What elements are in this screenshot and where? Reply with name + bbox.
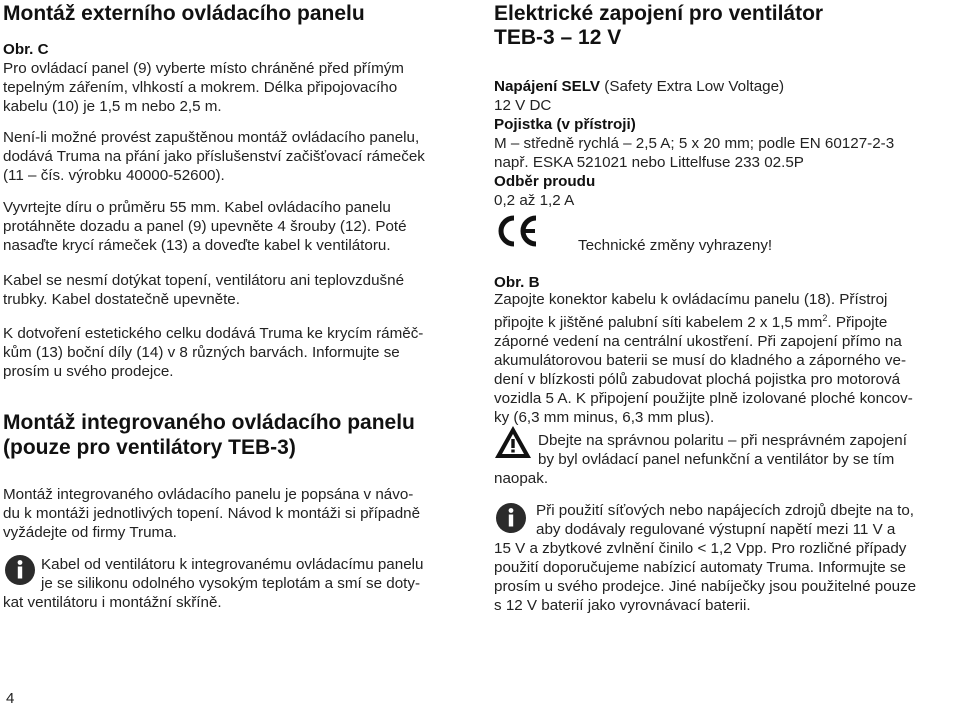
- selv-line: [494, 77, 894, 96]
- superscript: 2: [822, 313, 828, 323]
- text-line: prosím u svého prodejce.: [3, 363, 174, 380]
- paragraph-5: [3, 324, 423, 381]
- voltage-value: 12 V DC: [494, 97, 552, 114]
- heading-electrical: [494, 2, 823, 50]
- text-line: záporné vedení na centrální ukostření. Při zapojení přímo na: [494, 333, 902, 351]
- ce-mark-icon: [494, 214, 540, 248]
- paragraph-6: [3, 485, 420, 542]
- text-segment: připojte k jištěné palubní síti kabelem 2 x 1,5 mm: [494, 314, 823, 332]
- text-line: du k montáži jednotlivých topení. Návod k montáži si případně: [3, 505, 421, 522]
- paragraph-3: [3, 198, 407, 255]
- text-line: trubky. Kabel dostatečně upevněte.: [3, 291, 240, 308]
- text-line: nasaďte krycí rámeček (13) a doveďte kabel k ventilátoru.: [3, 237, 391, 254]
- text-line: aby dodávaly regulované výstupní napětí mezi 11 V a: [536, 521, 896, 538]
- text-line: ky (6,3 mm minus, 6,3 mm plus).: [494, 409, 715, 427]
- text-line: kům (13) boční díly (14) v 8 různých barvách. Informujte se: [3, 344, 400, 361]
- text-line: protáhněte dozadu a panel (9) upevněte 4 šrouby (12). Poté: [3, 218, 407, 235]
- text-line: akumulátorovou baterii se musí do kladného a záporného ve-: [494, 352, 906, 370]
- paragraph-4: [3, 271, 404, 309]
- text-line: Při použití síťových nebo napájecích zdrojů dbejte na to,: [536, 502, 915, 519]
- specs-block: [494, 77, 894, 210]
- text-line: M – středně rychlá – 2,5 A; 5 x 20 mm; podle EN 60127-2-3: [494, 135, 895, 152]
- text-line: je se silikonu odolného vysokým teplotám a smí se doty-: [41, 575, 421, 592]
- text-line: vozidla 5 A. K připojení použijte plně izolované ploché koncov-: [494, 390, 913, 408]
- heading-line: TEB-3 – 12 V: [494, 26, 622, 49]
- text-line: by byl ovládací panel nefunkční a ventilátor by se tím: [538, 451, 895, 468]
- paragraph-2: [3, 128, 425, 185]
- text-line: dení v blízkosti pólů zabudovat plochá pojistka pro motorová: [494, 371, 901, 389]
- text-line: např. ESKA 521021 nebo Littelfuse 233 02.5P: [494, 154, 804, 171]
- text-line: tepelným zářením, vlhkostí a mokrem. Délka připojovacího: [3, 79, 398, 96]
- text-line: Kabel od ventilátoru k integrovanému ovládacímu panelu: [41, 556, 424, 573]
- text-line: [494, 309, 960, 332]
- text-line: 15 V a zbytkové zvlnění činilo < 1,2 Vpp. Pro rozličné případy: [494, 540, 907, 557]
- info-note-right: [494, 501, 960, 615]
- fuse-label: Pojistka (v přístroji): [494, 116, 636, 133]
- paragraph-1: [3, 59, 404, 116]
- text-line: vyžádejte od firmy Truma.: [3, 524, 177, 541]
- heading-line: Elektrické zapojení pro ventilátor: [494, 2, 824, 25]
- text-line: kat ventilátoru i montážní skříně.: [3, 594, 222, 611]
- current-value: 0,2 až 1,2 A: [494, 192, 575, 209]
- figure-c-label: Obr. C: [3, 41, 49, 58]
- selv-detail: (Safety Extra Low Voltage): [600, 78, 785, 95]
- warning-note: [494, 431, 960, 488]
- text-line: Není-li možné provést zapuštěnou montáž ovládacího panelu,: [3, 129, 420, 146]
- text-line: K dotvoření estetického celku dodává Truma ke krycím ráměč-: [3, 325, 424, 342]
- text-line: Pro ovládací panel (9) vyberte místo chráněné před přímým: [3, 60, 404, 77]
- text-line: Vyvrtejte díru o průměru 55 mm. Kabel ovládacího panelu: [3, 199, 391, 216]
- heading-external-panel: Montáž externího ovládacího panelu: [3, 2, 365, 25]
- selv-label: Napájení SELV: [494, 78, 601, 95]
- text-line: prosím u svého prodejce. Jiné nabíječky jsou použitelné pouze: [494, 578, 917, 595]
- figure-b-label: Obr. B: [494, 274, 540, 291]
- heading-line: (pouze pro ventilátory TEB-3): [3, 436, 296, 459]
- text-line: Dbejte na správnou polaritu – při nesprávném zapojení: [538, 432, 907, 449]
- text-line: Zapojte konektor kabelu k ovládacímu panelu (18). Přístroj: [494, 291, 888, 308]
- heading-integrated-panel: [3, 410, 415, 460]
- info-note-left: [3, 555, 469, 612]
- text-segment: . Připojte: [827, 314, 888, 332]
- text-line: použití doporučujeme nabízicí automaty Truma. Informujte se: [494, 559, 906, 576]
- text-line: naopak.: [494, 470, 549, 487]
- heading-line: Montáž integrovaného ovládacího panelu: [3, 411, 415, 434]
- paragraph-b: [494, 290, 960, 427]
- text-line: Montáž integrovaného ovládacího panelu je popsána v návo-: [3, 486, 414, 503]
- text-line: s 12 V baterií jako vyrovnávací baterii.: [494, 597, 751, 614]
- current-label: Odběr proudu: [494, 173, 596, 190]
- text-line: kabelu (10) je 1,5 m nebo 2,5 m.: [3, 98, 222, 115]
- text-line: dodává Truma na přání jako příslušenství začišťovací rámeček: [3, 148, 425, 165]
- page-number: 4: [6, 690, 15, 707]
- text-line: (11 – čís. výrobku 40000-52600).: [3, 167, 225, 184]
- technical-changes-note: Technické změny vyhrazeny!: [578, 237, 773, 254]
- text-line: Kabel se nesmí dotýkat topení, ventilátoru ani teplovzdušné: [3, 272, 405, 289]
